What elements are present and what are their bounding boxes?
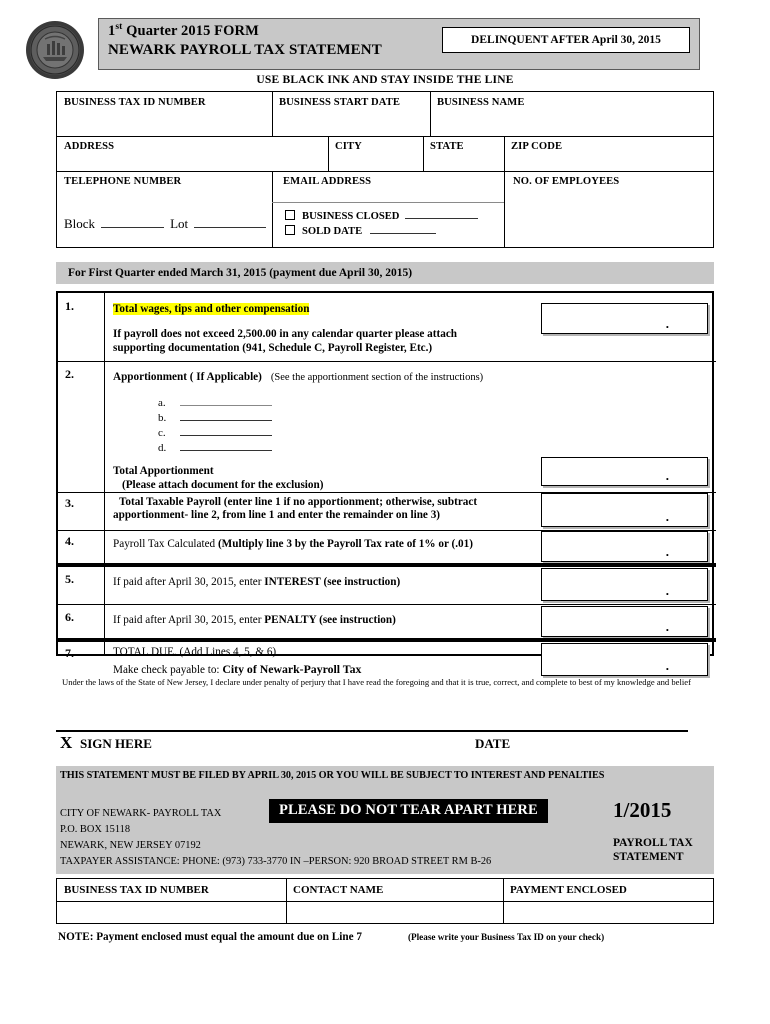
stub-tax-id-input[interactable] xyxy=(57,901,286,923)
line-3-number: 3. xyxy=(65,496,74,510)
period-subtitle xyxy=(613,836,693,865)
line-7-decimal-marker: . xyxy=(665,658,669,673)
line-6-decimal-marker: . xyxy=(665,619,669,634)
business-closed-row xyxy=(285,210,478,222)
label-block: Block xyxy=(64,216,96,231)
period-subtitle-line1: PAYROLL TAX xyxy=(613,837,693,849)
stub-label-payment-enclosed: PAYMENT ENCLOSED xyxy=(510,884,627,896)
line-7-text-b-plain: Make check payable to: xyxy=(113,664,223,676)
label-state: STATE xyxy=(430,141,464,152)
ordinal-suffix: st xyxy=(115,22,123,32)
label-telephone-number: TELEPHONE NUMBER xyxy=(64,176,182,187)
label-lot: Lot xyxy=(170,216,189,231)
must-file-notice xyxy=(56,766,714,784)
delinquent-notice-text: DELINQUENT AFTER April 30, 2015 xyxy=(471,34,661,46)
apportionment-sub-a: a. xyxy=(158,397,272,409)
line-5-text-bold: INTEREST (see instruction) xyxy=(264,576,401,588)
label-business-tax-id: BUSINESS TAX ID NUMBER xyxy=(64,97,206,108)
form-title-line2: NEWARK PAYROLL TAX STATEMENT xyxy=(108,41,382,58)
apportionment-sub-b: b. xyxy=(158,412,272,424)
address-line-1: CITY OF NEWARK- PAYROLL TAX xyxy=(60,808,222,819)
business-closed-checkbox[interactable] xyxy=(285,210,295,220)
label-no-of-employees: NO. OF EMPLOYEES xyxy=(513,176,620,187)
line-3-text-b: apportionment- line 2, from line 1 and enter the remainder on line 3) xyxy=(113,509,441,521)
stub-note-text: NOTE: Payment enclosed must equal the amount due on Line 7 xyxy=(58,931,362,943)
date-label[interactable]: DATE xyxy=(475,736,511,751)
line-3-row xyxy=(58,492,712,530)
divider xyxy=(272,202,504,203)
sold-date-checkbox[interactable] xyxy=(285,225,295,235)
line-2-number: 2. xyxy=(65,367,74,381)
line-1-number: 1. xyxy=(65,299,74,313)
perjury-declaration-text: Under the laws of the State of New Jersey, I declare under penalty of perjury that I have read the foregoing and that it is true, correct, and complete to best of my knowledge and belief xyxy=(62,677,691,687)
line-6-text-plain: If paid after April 30, 2015, enter xyxy=(113,614,265,626)
label-city: CITY xyxy=(335,141,362,152)
divider xyxy=(272,171,273,248)
label-business-start-date: BUSINESS START DATE xyxy=(279,97,401,108)
line-1-note-a: If payroll does not exceed 2,500.00 in any calendar quarter please attach xyxy=(113,328,458,340)
signature-rule xyxy=(56,730,688,732)
line-7-number: 7. xyxy=(65,646,74,660)
block-lot-row xyxy=(64,216,266,232)
total-apportionment-note: (Please attach document for the exclusion) xyxy=(122,479,324,491)
do-not-tear-notice: PLEASE DO NOT TEAR APART HERE xyxy=(269,799,548,823)
stub-note-row xyxy=(58,931,604,943)
stub-note-paren: (Please write your Business Tax ID on your check) xyxy=(407,932,605,942)
divider xyxy=(328,136,329,171)
city-seal-icon xyxy=(25,20,85,80)
line-5-number: 5. xyxy=(65,572,74,586)
address-line-4: TAXPAYER ASSISTANCE: PHONE: (973) 733-3770 IN –PERSON: 920 BROAD STREET RM B-26 xyxy=(60,856,492,868)
label-business-name: BUSINESS NAME xyxy=(437,97,525,108)
apportionment-sub-d: d. xyxy=(158,442,272,454)
business-information-table xyxy=(56,91,714,248)
lot-input-blank[interactable] xyxy=(194,219,266,228)
line-2-title-paren: (See the apportionment section of the instructions) xyxy=(270,372,484,383)
line-6-number: 6. xyxy=(65,610,74,624)
stub-payment-enclosed-input[interactable] xyxy=(504,901,713,923)
line-7-payee: City of Newark-Payroll Tax xyxy=(222,662,362,676)
apportionment-a-input[interactable] xyxy=(180,397,272,406)
stub-contact-name-input[interactable] xyxy=(287,901,503,923)
address-line-3: NEWARK, NEW JERSEY 07192 xyxy=(60,840,201,852)
line-2-amount-input[interactable] xyxy=(541,457,708,486)
line-4-number: 4. xyxy=(65,534,74,548)
quarter-period-banner xyxy=(56,262,714,284)
form-title-group xyxy=(108,22,382,59)
line-7-amount-input[interactable] xyxy=(541,643,708,676)
divider xyxy=(272,92,273,136)
label-zip-code: ZIP CODE xyxy=(511,141,563,152)
line-3-decimal-marker: . xyxy=(665,509,669,524)
label-sold-date: SOLD DATE xyxy=(302,226,363,237)
line-4-amount-input[interactable] xyxy=(541,531,708,562)
divider xyxy=(430,92,431,136)
total-apportionment-label: Total Apportionment xyxy=(113,465,214,477)
delinquent-notice-box xyxy=(442,27,690,53)
divider xyxy=(504,171,505,248)
form-title-line1: 1st Quarter 2015 FORM xyxy=(108,22,259,39)
quarter-period-text: For First Quarter ended March 31, 2015 (payment due April 30, 2015) xyxy=(68,267,413,279)
must-file-text: THIS STATEMENT MUST BE FILED BY APRIL 30, 2015 OR YOU WILL BE SUBJECT TO INTEREST AND PENALTIES xyxy=(60,769,605,781)
line-2-title: Apportionment ( If Applicable) xyxy=(113,371,262,383)
line-2-decimal-marker: . xyxy=(665,468,669,483)
line-1-amount-input[interactable] xyxy=(541,303,708,334)
payment-stub-table xyxy=(56,878,714,924)
line-4-decimal-marker: . xyxy=(665,544,669,559)
block-input-blank[interactable] xyxy=(101,219,164,228)
line-3-amount-input[interactable] xyxy=(541,493,708,527)
apportionment-sub-c: c. xyxy=(158,427,272,439)
line-5-amount-input[interactable] xyxy=(541,568,708,601)
line-4-text-bold: (Multiply line 3 by the Payroll Tax rate of 1% or (.01) xyxy=(217,538,473,550)
address-line-2: P.O. BOX 15118 xyxy=(60,824,131,836)
business-closed-blank[interactable] xyxy=(405,210,478,219)
line-6-row xyxy=(58,605,712,638)
divider xyxy=(57,136,713,137)
period-subtitle-line2: STATEMENT xyxy=(613,851,684,864)
label-address: ADDRESS xyxy=(64,141,115,152)
line-5-row xyxy=(58,567,712,604)
tax-computation-table xyxy=(56,291,714,676)
stub-label-contact-name: CONTACT NAME xyxy=(293,884,384,896)
label-email-address: EMAIL ADDRESS xyxy=(283,176,372,187)
line-6-amount-input[interactable] xyxy=(541,606,708,637)
divider xyxy=(504,136,505,171)
apportionment-d-input[interactable] xyxy=(180,442,272,451)
line-5-decimal-marker: . xyxy=(665,583,669,598)
signature-x-mark: X xyxy=(60,733,73,752)
line-5-text-plain: If paid after April 30, 2015, enter xyxy=(113,576,265,588)
footer-gray-band xyxy=(56,784,714,874)
label-business-closed: BUSINESS CLOSED xyxy=(302,211,400,222)
sign-here-label[interactable]: SIGN HERE xyxy=(80,736,152,751)
line-3-text-a: Total Taxable Payroll (enter line 1 if no apportionment; otherwise, subtract xyxy=(119,496,478,508)
line-2-row xyxy=(58,361,712,492)
line-1-decimal-marker: . xyxy=(665,316,669,331)
line-1-note-b: supporting documentation (941, Schedule C, Payroll Register, Etc.) xyxy=(113,342,433,354)
line-1-row xyxy=(58,293,712,361)
apportionment-c-input[interactable] xyxy=(180,427,272,436)
divider xyxy=(423,136,424,171)
line-4-row xyxy=(58,530,712,563)
use-black-ink-instruction: USE BLACK INK AND STAY INSIDE THE LINE xyxy=(256,74,514,86)
sold-date-row xyxy=(285,225,436,237)
line-7-row xyxy=(58,642,712,680)
stub-label-business-tax-id: BUSINESS TAX ID NUMBER xyxy=(64,884,209,896)
sold-date-blank[interactable] xyxy=(370,225,436,234)
line-7-text-a: TOTAL DUE. (Add Lines 4, 5, & 6) xyxy=(113,646,277,658)
line-4-text-plain: Payroll Tax Calculated xyxy=(113,538,218,550)
period-indicator: 1/2015 xyxy=(613,798,672,822)
line-6-text-bold: PENALTY (see instruction) xyxy=(264,614,396,626)
apportionment-b-input[interactable] xyxy=(180,412,272,421)
line-1-title: Total wages, tips and other compensation xyxy=(113,303,310,315)
